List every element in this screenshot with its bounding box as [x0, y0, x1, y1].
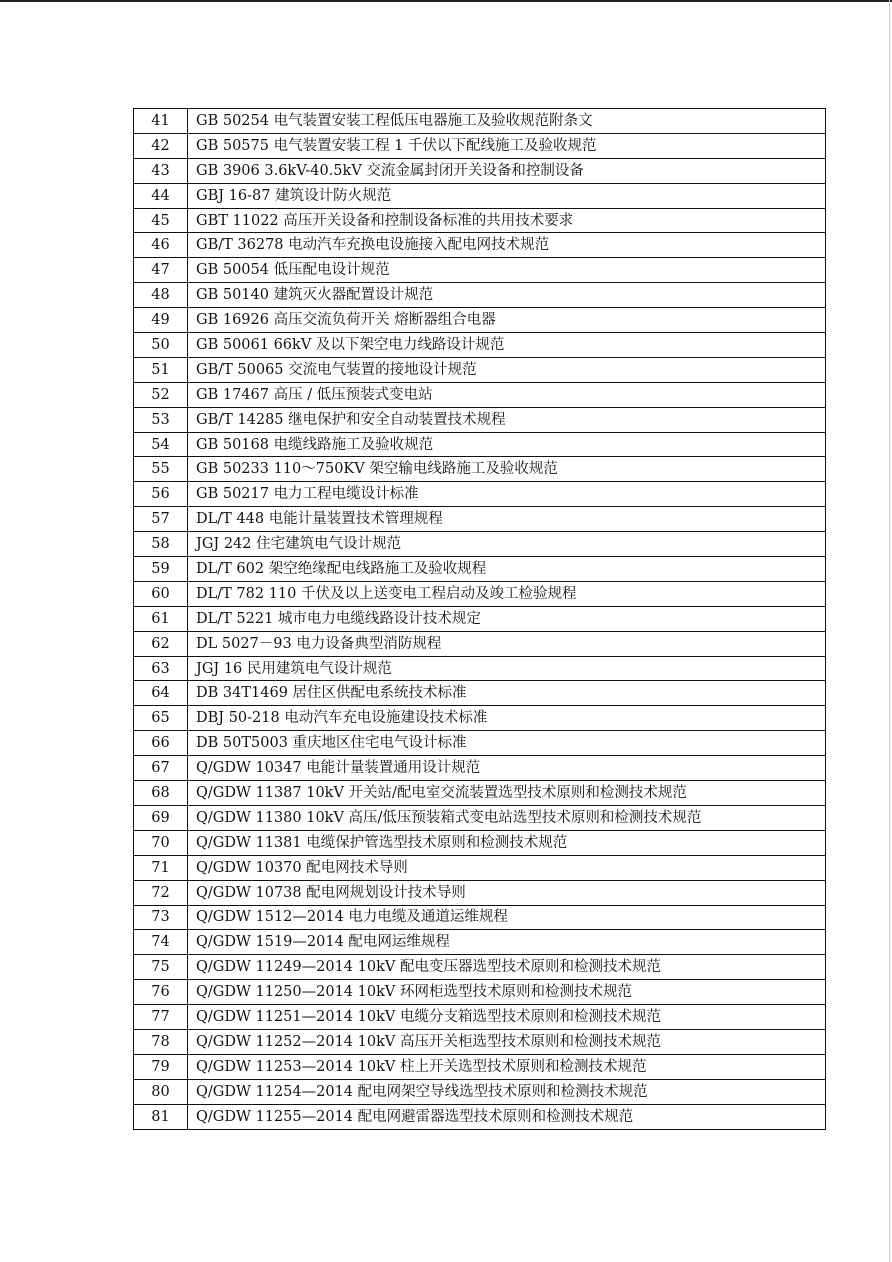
row-number: 49 — [134, 308, 188, 333]
row-number: 71 — [134, 855, 188, 880]
row-number: 47 — [134, 258, 188, 283]
standard-name: Q/GDW 11249—2014 10kV 配电变压器选型技术原则和检测技术规范 — [188, 955, 826, 980]
standard-name: GB 50217 电力工程电缆设计标准 — [188, 482, 826, 507]
table-row — [134, 109, 826, 134]
page-top-border — [0, 0, 892, 2]
standard-name: GB 50575 电气装置安装工程 1 千伏以下配线施工及验收规范 — [188, 133, 826, 158]
table-row — [134, 357, 826, 382]
table-row — [134, 1104, 826, 1129]
standard-name: DB 50T5003 重庆地区住宅电气设计标准 — [188, 731, 826, 756]
row-number: 77 — [134, 1005, 188, 1030]
table-row — [134, 880, 826, 905]
row-number: 79 — [134, 1054, 188, 1079]
table-row — [134, 781, 826, 806]
row-number: 57 — [134, 507, 188, 532]
table-row — [134, 681, 826, 706]
standard-name: Q/GDW 11254—2014 配电网架空导线选型技术原则和检测技术规范 — [188, 1079, 826, 1104]
table-row — [134, 432, 826, 457]
table-row — [134, 482, 826, 507]
table-row — [134, 557, 826, 582]
standard-name: GB 50054 低压配电设计规范 — [188, 258, 826, 283]
row-number: 66 — [134, 731, 188, 756]
table-row — [134, 756, 826, 781]
table-row — [134, 581, 826, 606]
table-row — [134, 507, 826, 532]
standard-name: Q/GDW 11250—2014 10kV 环网柜选型技术原则和检测技术规范 — [188, 980, 826, 1005]
row-number: 46 — [134, 233, 188, 258]
table-row — [134, 1054, 826, 1079]
row-number: 70 — [134, 830, 188, 855]
row-number: 56 — [134, 482, 188, 507]
standard-name: GB 16926 高压交流负荷开关 熔断器组合电器 — [188, 308, 826, 333]
standard-name: JGJ 242 住宅建筑电气设计规范 — [188, 532, 826, 557]
row-number: 81 — [134, 1104, 188, 1129]
standard-name: GB/T 50065 交流电气装置的接地设计规范 — [188, 357, 826, 382]
row-number: 67 — [134, 756, 188, 781]
table-row — [134, 656, 826, 681]
table-row — [134, 183, 826, 208]
standard-name: GB 3906 3.6kV-40.5kV 交流金属封闭开关设备和控制设备 — [188, 158, 826, 183]
row-number: 64 — [134, 681, 188, 706]
standard-name: GB 50254 电气装置安装工程低压电器施工及验收规范附条文 — [188, 109, 826, 134]
table-row — [134, 1005, 826, 1030]
table-row — [134, 333, 826, 358]
table-row — [134, 308, 826, 333]
row-number: 44 — [134, 183, 188, 208]
row-number: 53 — [134, 407, 188, 432]
page-right-edge — [889, 0, 890, 1262]
table-row — [134, 805, 826, 830]
table-row — [134, 258, 826, 283]
row-number: 51 — [134, 357, 188, 382]
standard-name: Q/GDW 1512—2014 电力电缆及通道运维规程 — [188, 905, 826, 930]
row-number: 73 — [134, 905, 188, 930]
standard-name: DL/T 782 110 千伏及以上送变电工程启动及竣工检验规程 — [188, 581, 826, 606]
standard-name: Q/GDW 11255—2014 配电网避雷器选型技术原则和检测技术规范 — [188, 1104, 826, 1129]
table-row — [134, 1029, 826, 1054]
table-row — [134, 233, 826, 258]
standard-name: DB 34T1469 居住区供配电系统技术标准 — [188, 681, 826, 706]
table-row — [134, 382, 826, 407]
standard-name: DBJ 50-218 电动汽车充电设施建设技术标准 — [188, 706, 826, 731]
row-number: 63 — [134, 656, 188, 681]
row-number: 52 — [134, 382, 188, 407]
row-number: 43 — [134, 158, 188, 183]
table-row — [134, 731, 826, 756]
table-row — [134, 955, 826, 980]
standards-table-body — [134, 109, 826, 1130]
table-row — [134, 208, 826, 233]
table-row — [134, 606, 826, 631]
table-row — [134, 133, 826, 158]
standard-name: DL/T 5221 城市电力电缆线路设计技术规定 — [188, 606, 826, 631]
table-row — [134, 158, 826, 183]
row-number: 59 — [134, 557, 188, 582]
table-row — [134, 631, 826, 656]
standard-name: Q/GDW 11387 10kV 开关站/配电室交流装置选型技术原则和检测技术规范 — [188, 781, 826, 806]
row-number: 72 — [134, 880, 188, 905]
row-number: 80 — [134, 1079, 188, 1104]
standard-name: Q/GDW 10738 配电网规划设计技术导则 — [188, 880, 826, 905]
standard-name: GBJ 16-87 建筑设计防火规范 — [188, 183, 826, 208]
table-row — [134, 980, 826, 1005]
standards-table — [133, 108, 826, 1130]
standard-name: GB 50233 110～750KV 架空输电线路施工及验收规范 — [188, 457, 826, 482]
standard-name: GB 50168 电缆线路施工及验收规范 — [188, 432, 826, 457]
standard-name: Q/GDW 10370 配电网技术导则 — [188, 855, 826, 880]
standard-name: Q/GDW 11381 电缆保护管选型技术原则和检测技术规范 — [188, 830, 826, 855]
row-number: 78 — [134, 1029, 188, 1054]
table-row — [134, 830, 826, 855]
table-row — [134, 855, 826, 880]
row-number: 42 — [134, 133, 188, 158]
standard-name: Q/GDW 11380 10kV 高压/低压预装箱式变电站选型技术原则和检测技术规范 — [188, 805, 826, 830]
standard-name: JGJ 16 民用建筑电气设计规范 — [188, 656, 826, 681]
table-row — [134, 930, 826, 955]
standard-name: DL/T 602 架空绝缘配电线路施工及验收规程 — [188, 557, 826, 582]
row-number: 61 — [134, 606, 188, 631]
table-row — [134, 407, 826, 432]
row-number: 60 — [134, 581, 188, 606]
table-row — [134, 1079, 826, 1104]
standard-name: Q/GDW 11252—2014 10kV 高压开关柜选型技术原则和检测技术规范 — [188, 1029, 826, 1054]
standard-name: GB 50140 建筑灭火器配置设计规范 — [188, 283, 826, 308]
standard-name: Q/GDW 11253—2014 10kV 柱上开关选型技术原则和检测技术规范 — [188, 1054, 826, 1079]
row-number: 55 — [134, 457, 188, 482]
row-number: 62 — [134, 631, 188, 656]
row-number: 54 — [134, 432, 188, 457]
table-row — [134, 457, 826, 482]
row-number: 58 — [134, 532, 188, 557]
row-number: 45 — [134, 208, 188, 233]
standard-name: GB/T 14285 继电保护和安全自动装置技术规程 — [188, 407, 826, 432]
row-number: 68 — [134, 781, 188, 806]
table-row — [134, 706, 826, 731]
row-number: 50 — [134, 333, 188, 358]
row-number: 69 — [134, 805, 188, 830]
standard-name: DL 5027－93 电力设备典型消防规程 — [188, 631, 826, 656]
row-number: 74 — [134, 930, 188, 955]
row-number: 65 — [134, 706, 188, 731]
standard-name: Q/GDW 1519—2014 配电网运维规程 — [188, 930, 826, 955]
table-row — [134, 283, 826, 308]
standard-name: GB/T 36278 电动汽车充换电设施接入配电网技术规范 — [188, 233, 826, 258]
standard-name: GB 17467 高压 / 低压预装式变电站 — [188, 382, 826, 407]
standard-name: Q/GDW 11251—2014 10kV 电缆分支箱选型技术原则和检测技术规范 — [188, 1005, 826, 1030]
row-number: 76 — [134, 980, 188, 1005]
standard-name: GB 50061 66kV 及以下架空电力线路设计规范 — [188, 333, 826, 358]
standard-name: DL/T 448 电能计量装置技术管理规程 — [188, 507, 826, 532]
row-number: 75 — [134, 955, 188, 980]
standard-name: Q/GDW 10347 电能计量装置通用设计规范 — [188, 756, 826, 781]
table-row — [134, 532, 826, 557]
row-number: 41 — [134, 109, 188, 134]
table-row — [134, 905, 826, 930]
standard-name: GBT 11022 高压开关设备和控制设备标准的共用技术要求 — [188, 208, 826, 233]
row-number: 48 — [134, 283, 188, 308]
